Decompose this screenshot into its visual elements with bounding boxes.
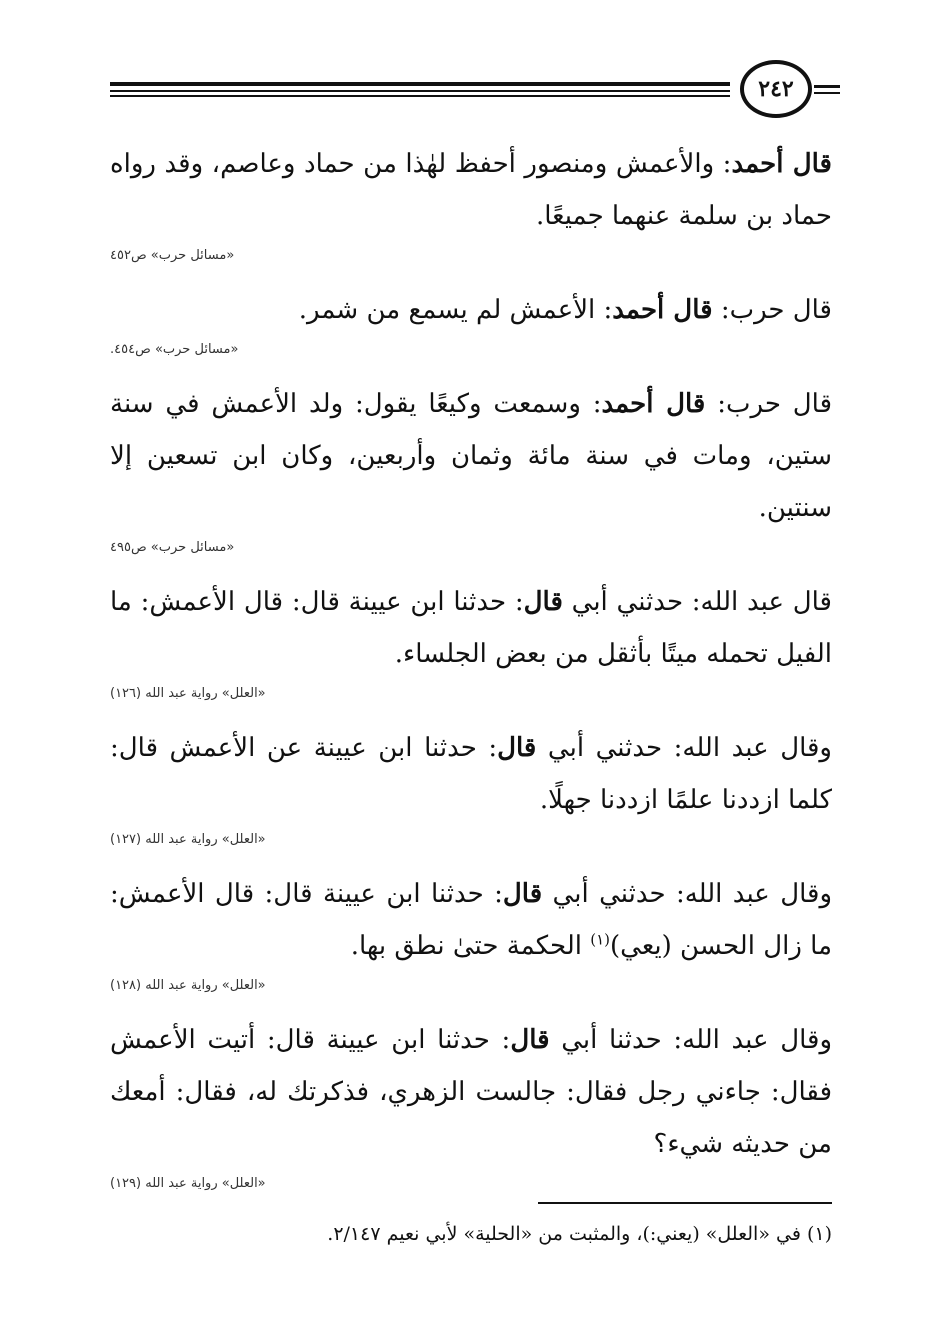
entry-5 bbox=[110, 722, 832, 826]
entry-pre: قال عبد الله: حدثني أبي bbox=[562, 587, 832, 617]
entry-3 bbox=[110, 378, 832, 534]
entry-6 bbox=[110, 868, 832, 972]
entry-pre: وقال عبد الله: حدثنا أبي bbox=[549, 1025, 832, 1055]
entry-pre: قال حرب: bbox=[705, 389, 832, 419]
entry-source: «مسائل حرب» ص٤٩٥ bbox=[110, 540, 235, 555]
entry-7 bbox=[110, 1014, 832, 1170]
entry-lead: قال bbox=[497, 733, 537, 763]
entry-source: «العلل» رواية عبد الله (١٢٩) bbox=[110, 1176, 266, 1191]
entry-text-after: الحكمة حتىٰ نطق بها. bbox=[350, 931, 591, 961]
entry-1 bbox=[110, 138, 832, 242]
entry-text: : حدثنا ابن عيينة قال: أتيت الأعمش فقال: جاءني رجل فقال: جالست الزهري، فذكرتك له، فقال: أمعك من حديثه شيء؟ bbox=[110, 1025, 832, 1159]
entry-2 bbox=[110, 284, 832, 336]
page-header bbox=[110, 60, 838, 130]
entry-text: : حدثنا ابن عيينة عن الأعمش قال: كلما ازددنا علمًا ازددنا جهلًا. bbox=[110, 733, 832, 815]
entry-source: «مسائل حرب» ص٤٥٢ bbox=[110, 248, 235, 263]
entry-lead: قال أحمد bbox=[612, 295, 713, 325]
entry-text: : الأعمش لم يسمع من شمر. bbox=[298, 295, 613, 325]
entry-text: : حدثنا ابن عيينة قال: قال الأعمش: ما الفيل تحمله ميتًا بأثقل من بعض الجلساء. bbox=[110, 587, 832, 669]
entry-text: : وسمعت وكيعًا يقول: ولد الأعمش في سنة ستين، ومات في سنة مائة وثمان وأربعين، وكان ابن تسعين إلا سنتين. bbox=[110, 389, 832, 523]
entry-lead: قال أحمد bbox=[601, 389, 706, 419]
header-rule-thin bbox=[110, 90, 730, 92]
entry-source: «مسائل حرب» ص٤٥٤. bbox=[110, 342, 239, 357]
entry-pre: وقال عبد الله: حدثني أبي bbox=[536, 733, 832, 763]
footnote: (١) في «العلل» (يعني:)، والمثبت من «الحلية» لأبي نعيم ٢/١٤٧. bbox=[327, 1223, 832, 1245]
entry-source: «العلل» رواية عبد الله (١٢٨) bbox=[110, 978, 266, 993]
entry-lead: قال bbox=[523, 587, 563, 617]
entry-lead: قال bbox=[502, 879, 543, 909]
entry-4 bbox=[110, 576, 832, 680]
entry-pre: قال حرب: bbox=[712, 295, 832, 325]
entry-source: «العلل» رواية عبد الله (١٢٧) bbox=[110, 832, 266, 847]
page-body bbox=[110, 138, 832, 1212]
entry-text: : والأعمش ومنصور أحفظ لهٰذا من حماد وعاصم، وقد رواه حماد بن سلمة عنهما جميعًا. bbox=[110, 149, 832, 231]
footnote-separator bbox=[538, 1202, 832, 1204]
entry-source: «العلل» رواية عبد الله (١٢٦) bbox=[110, 686, 266, 701]
entry-pre: وقال عبد الله: حدثني أبي bbox=[542, 879, 833, 909]
page-number-badge bbox=[740, 60, 812, 118]
header-rule-thick bbox=[110, 82, 730, 86]
entry-text: : حدثنا ابن عيينة قال: قال الأعمش: ما زال الحسن (يعي) bbox=[110, 879, 832, 961]
entry-lead: قال أحمد bbox=[731, 149, 832, 179]
entry-lead: قال bbox=[510, 1025, 550, 1055]
header-rule-tail bbox=[814, 85, 840, 88]
header-rule-tail-thin bbox=[814, 92, 840, 94]
header-rule-thin-2 bbox=[110, 95, 730, 97]
page-number: ٢٤٢ bbox=[758, 76, 794, 102]
footnote-ref[interactable]: (١) bbox=[590, 930, 611, 949]
